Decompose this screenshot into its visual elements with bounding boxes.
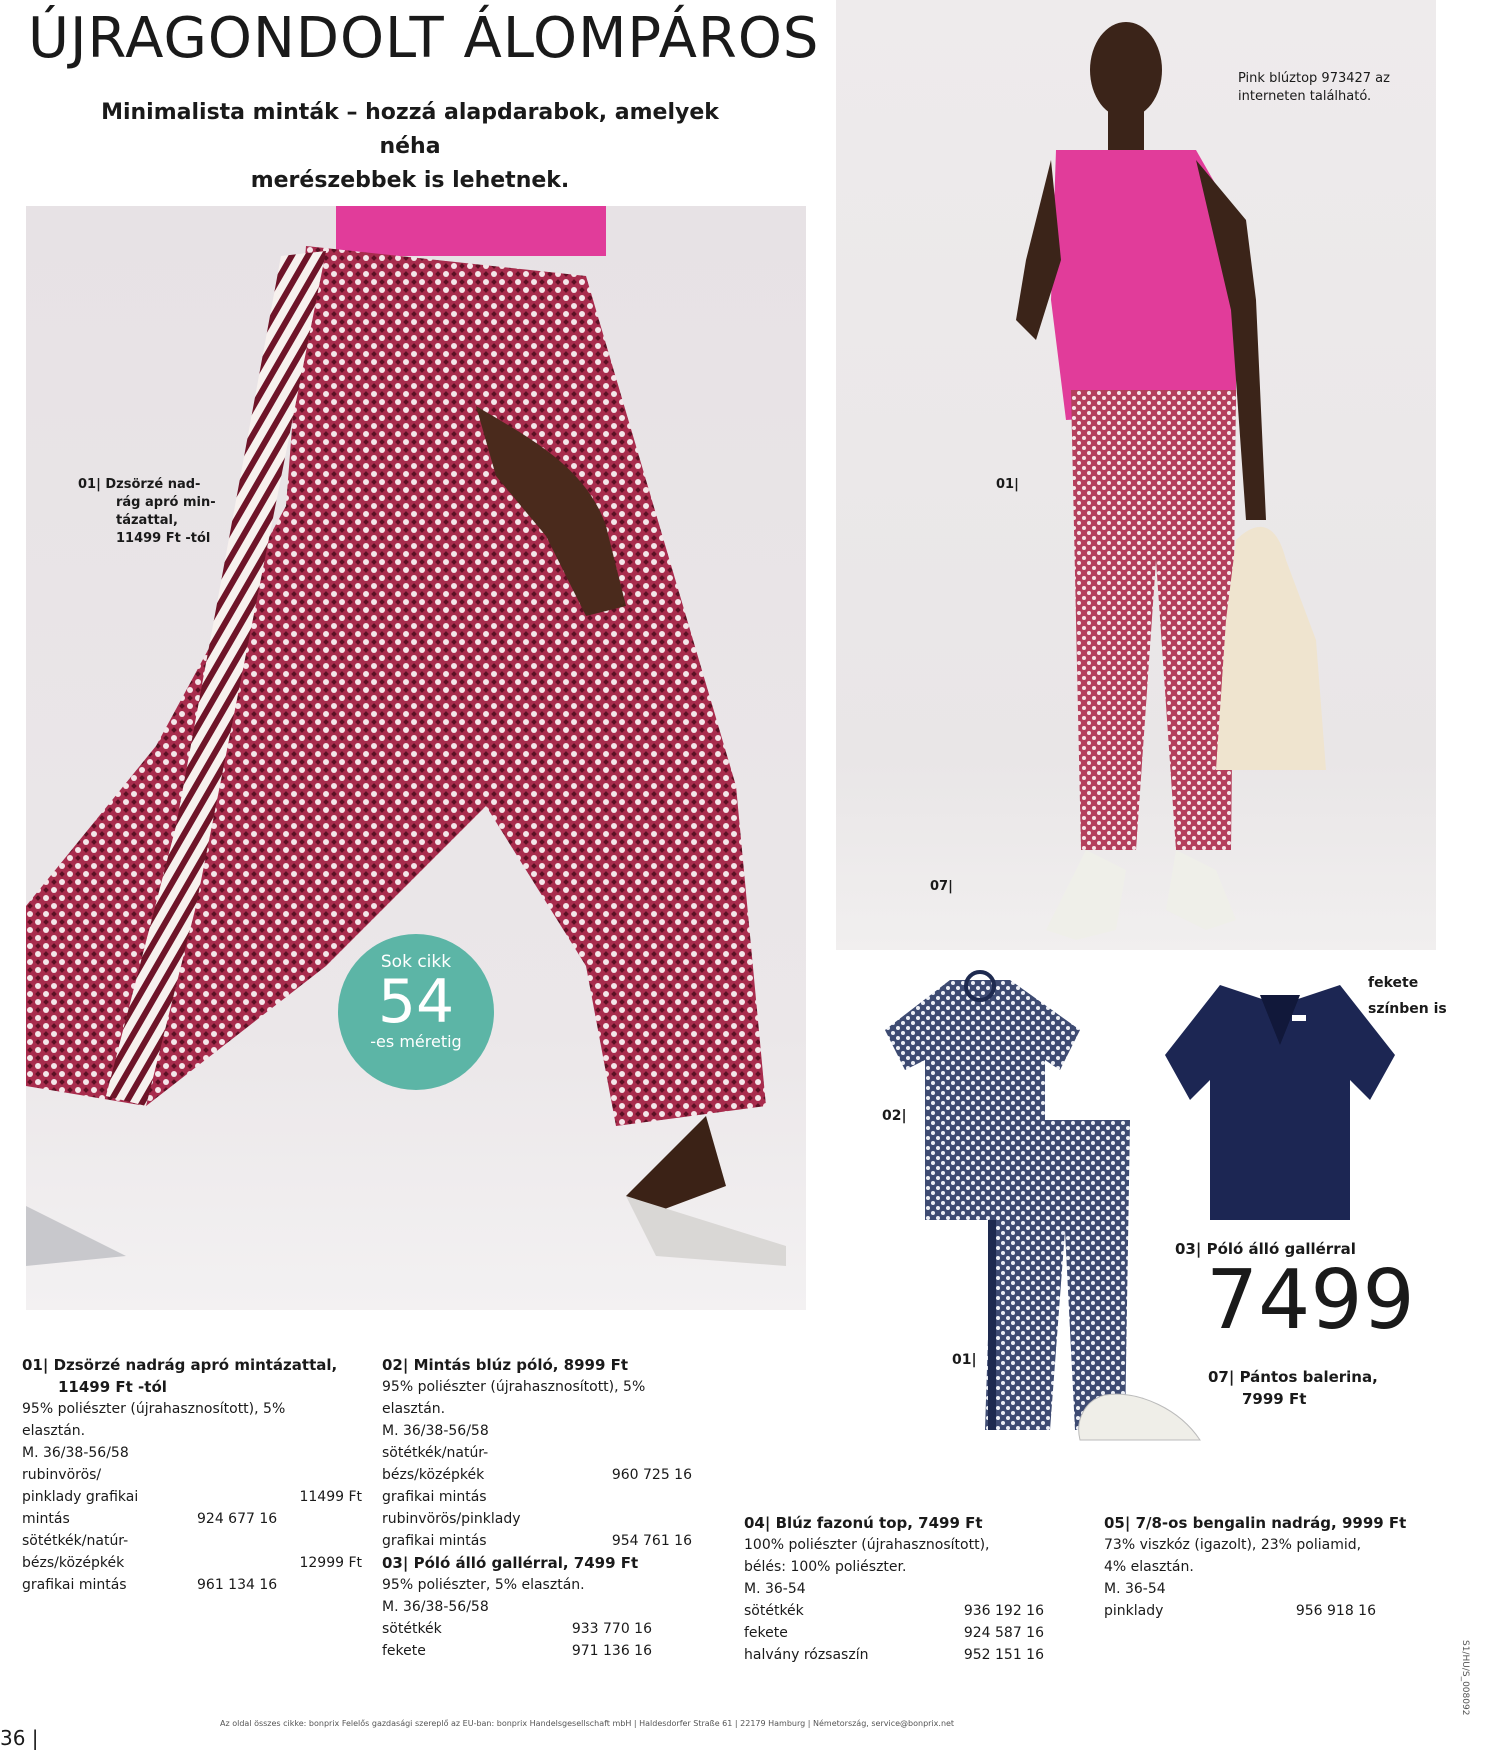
label-07-side: 07| xyxy=(930,879,953,894)
variant-code: 954 761 16 xyxy=(611,1533,692,1549)
variant-name: sötétkék xyxy=(744,1603,804,1619)
variant-code: 933 770 16 xyxy=(571,1621,652,1637)
variant-code: 960 725 16 xyxy=(611,1467,692,1483)
variant-row xyxy=(382,1508,692,1552)
detail-desc: 4% elasztán. xyxy=(1104,1559,1194,1575)
callout-line: tázattal, xyxy=(116,513,178,528)
detail-desc: elasztán. xyxy=(22,1423,86,1439)
variant-code: 924 677 16 xyxy=(197,1511,278,1527)
polo-shirt-illustration xyxy=(1160,975,1400,1225)
polo-label: 03| Póló álló gallérral xyxy=(1175,1240,1356,1258)
balerina-label xyxy=(1208,1366,1378,1410)
variant-name: sötétkék xyxy=(382,1621,442,1637)
variant-row xyxy=(1104,1600,1376,1622)
size-badge xyxy=(338,934,494,1090)
walking-model-illustration xyxy=(26,206,806,1310)
detail-desc: 100% poliészter (újrahasznosított), xyxy=(744,1537,990,1553)
legal-footer: Az oldal összes cikke: bonprix Felelős gazdasági szereplő az EU-ban: bonprix Handelsgesellschaft mbH | Haldesdorfer Straße 61 | 22179 Hamburg | Németország, service@bonprix.net xyxy=(220,1719,955,1728)
detail-col-4 xyxy=(1104,1512,1407,1622)
variant-name: fekete xyxy=(382,1643,426,1659)
detail-col-2 xyxy=(382,1354,692,1662)
variant-name: grafikai mintás xyxy=(382,1489,487,1505)
variant-name: sötétkék/natúr- xyxy=(382,1445,489,1461)
variant-name: sötétkék/natúr- xyxy=(22,1533,129,1549)
variant-price: 11499 Ft xyxy=(299,1489,362,1505)
page-title: ÚJRAGONDOLT ÁLOMPÁROS xyxy=(28,6,820,71)
detail-desc: elasztán. xyxy=(382,1401,446,1417)
detail-desc: M. 36-54 xyxy=(1104,1581,1166,1597)
note-line: fekete xyxy=(1368,975,1419,991)
detail-heading: 05| 7/8-os bengalin nadrág, 9999 Ft xyxy=(1104,1514,1407,1532)
label-line: 7999 Ft xyxy=(1242,1390,1307,1408)
label-02-product: 02| xyxy=(882,1108,907,1124)
variant-code: 936 192 16 xyxy=(963,1603,1044,1619)
variant-code: 971 136 16 xyxy=(571,1643,652,1659)
variant-row xyxy=(382,1640,652,1662)
variant-row xyxy=(744,1600,1044,1622)
black-color-note xyxy=(1368,970,1447,1022)
variant-row xyxy=(22,1530,362,1596)
detail-heading: 01| Dzsörzé nadrág apró mintázattal, xyxy=(22,1356,338,1374)
variant-name: grafikai mintás xyxy=(382,1533,487,1549)
page-subtitle xyxy=(70,96,750,198)
catalog-code: S1/HU/S_008092 xyxy=(1460,1640,1470,1716)
variant-name: bézs/középkék xyxy=(382,1467,485,1483)
detail-heading: 04| Blúz fazonú top, 7499 Ft xyxy=(744,1514,983,1532)
label-01-side: 01| xyxy=(996,477,1019,492)
variant-row xyxy=(744,1622,1044,1644)
variant-code: 961 134 16 xyxy=(197,1577,278,1593)
detail-desc: M. 36/38-56/58 xyxy=(382,1423,489,1439)
detail-desc: 95% poliészter, 5% elasztán. xyxy=(382,1577,585,1593)
detail-desc: bélés: 100% poliészter. xyxy=(744,1559,907,1575)
detail-desc: 95% poliészter (újrahasznosított), 5% xyxy=(22,1401,286,1417)
label-line: 07| Pántos balerina, xyxy=(1208,1368,1378,1386)
variant-name: pinklady xyxy=(1104,1603,1164,1619)
detail-col-1 xyxy=(22,1354,362,1596)
variant-row xyxy=(744,1644,1044,1666)
detail-desc: M. 36/38-56/58 xyxy=(382,1599,489,1615)
detail-heading: 03| Póló álló gallérral, 7499 Ft xyxy=(382,1554,639,1572)
note-line: interneten található. xyxy=(1238,89,1372,104)
variant-name: rubinvörös/ xyxy=(22,1467,102,1483)
label-01-product: 01| xyxy=(952,1352,977,1368)
detail-desc: M. 36/38-56/58 xyxy=(22,1445,129,1461)
subtitle-line: merészebbek is lehetnek. xyxy=(250,168,570,193)
variant-code: 924 587 16 xyxy=(963,1625,1044,1641)
variant-name: grafikai mintás xyxy=(22,1577,127,1593)
variant-row xyxy=(22,1464,362,1530)
variant-name: bézs/középkék xyxy=(22,1555,125,1571)
variant-row xyxy=(382,1442,692,1508)
detail-col-3 xyxy=(744,1512,1044,1666)
pink-top-note xyxy=(1238,70,1390,106)
badge-number: 54 xyxy=(377,967,455,1037)
variant-row xyxy=(382,1618,652,1640)
subtitle-line: Minimalista minták – hozzá alapdarabok, amelyek néha xyxy=(101,100,719,159)
variant-name: fekete xyxy=(744,1625,788,1641)
variant-name: pinklady grafikai xyxy=(22,1489,139,1505)
detail-heading: 11499 Ft -tól xyxy=(58,1378,167,1396)
callout-line: 11499 Ft -tól xyxy=(116,531,211,546)
detail-desc: 95% poliészter (újrahasznosított), 5% xyxy=(382,1379,646,1395)
detail-heading: 02| Mintás blúz póló, 8999 Ft xyxy=(382,1356,629,1374)
variant-name: mintás xyxy=(22,1511,70,1527)
note-line: Pink blúztop 973427 az xyxy=(1238,71,1390,86)
main-photo xyxy=(26,206,806,1310)
polo-price: 7499 xyxy=(1206,1253,1415,1348)
badge-bottom: -es méretig xyxy=(370,1032,462,1051)
detail-desc: M. 36-54 xyxy=(744,1581,806,1597)
note-line: színben is xyxy=(1368,1001,1447,1017)
variant-price: 12999 Ft xyxy=(299,1555,362,1571)
standing-model-illustration xyxy=(836,0,1436,950)
pants-callout xyxy=(78,476,216,548)
page-number: 36 | xyxy=(0,1726,39,1750)
variant-name: halvány rózsaszín xyxy=(744,1647,869,1663)
variant-code: 952 151 16 xyxy=(963,1647,1044,1663)
detail-desc: 73% viszkóz (igazolt), 23% poliamid, xyxy=(1104,1537,1362,1553)
side-photo xyxy=(836,0,1436,950)
callout-line: rág apró min- xyxy=(116,495,216,510)
variant-code: 956 918 16 xyxy=(1295,1603,1376,1619)
badge-top: Sok cikk xyxy=(380,952,452,972)
variant-name: rubinvörös/pinklady xyxy=(382,1511,521,1527)
callout-line: 01| Dzsörzé nad- xyxy=(78,477,201,492)
